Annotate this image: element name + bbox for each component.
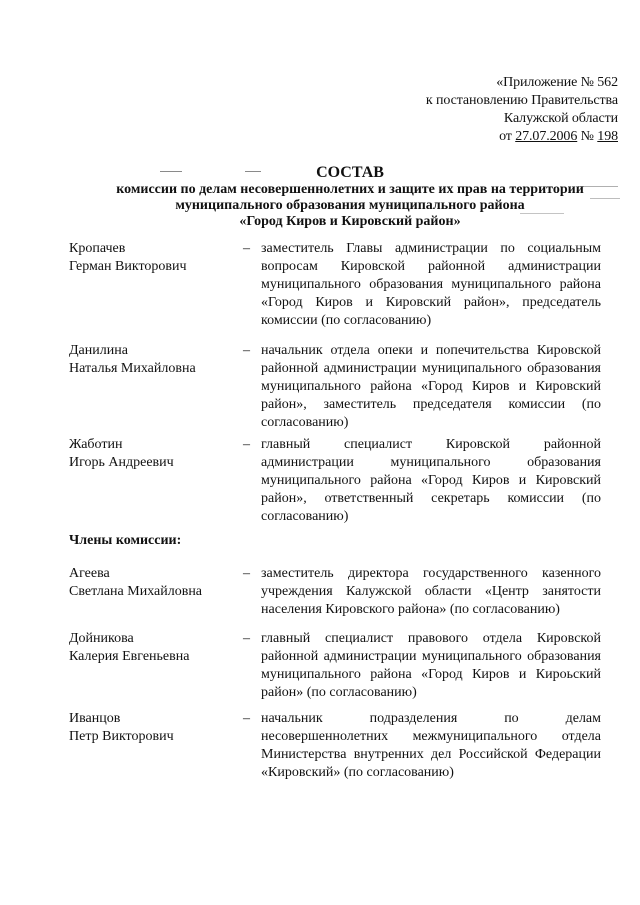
person-name [69, 630, 239, 666]
title-line-1: комиссии по делам несовершеннолетних и защите их прав на территории [116, 182, 584, 197]
person-role: начальник подразделения по делам несовершеннолетних межмуниципального отдела Министерства внутренних дел Российской Федерации «Кировский» (по согласованию) [261, 711, 601, 780]
person-name [69, 436, 239, 472]
person-role: главный специалист Кировской районной администрации муниципального образования муниципального района «Город Киров и Кировский район», ответственный секретарь комиссии (по согласованию) [261, 437, 601, 524]
person-name [69, 342, 239, 378]
person-role: заместитель Главы администрации по социальным вопросам Кировской районной администрации муниципального образования муниципального района «Город Киров и Кировский район», председатель комиссии (по согласованию) [261, 241, 601, 328]
person-surname: Кропачев [69, 241, 126, 256]
members-heading: Члены комиссии: [69, 533, 182, 548]
appendix-date-prefix: от [499, 129, 516, 144]
person-surname: Данилина [69, 343, 128, 358]
dash-separator: – [243, 711, 250, 726]
appendix-number: 198 [597, 129, 618, 144]
person-surname: Агеева [69, 566, 110, 581]
person-role: начальник отдела опеки и попечительства Кировской районной администрации муниципального образования муниципального района «Город Киров и Кировский район», заместитель председателя комиссии (по согласованию) [261, 343, 601, 430]
dash-separator: – [243, 631, 250, 646]
appendix-region: Калужской области [503, 111, 618, 126]
dash-separator: – [243, 437, 250, 452]
person-given-name: Калерия Евгеньевна [69, 649, 190, 664]
title-line-3: «Город Киров и Кировский район» [239, 214, 461, 229]
title-main: СОСТАВ [316, 164, 384, 181]
person-role: главный специалист правового отдела Кировской районной администрации муниципального образования муниципального района «Город Киров и Кироьский район» (по согласованию) [261, 631, 601, 700]
document-title [100, 165, 600, 230]
person-given-name: Светлана Михайловна [69, 584, 203, 599]
dash-separator: – [243, 343, 250, 358]
person-name [69, 710, 239, 746]
dash-separator: – [243, 566, 250, 581]
appendix-header [426, 74, 618, 146]
person-given-name: Игорь Андреевич [69, 455, 174, 470]
person-surname: Дойникова [69, 631, 134, 646]
person-given-name: Наталья Михайловна [69, 361, 196, 376]
appendix-date: 27.07.2006 [515, 129, 578, 144]
person-given-name: Петр Викторович [69, 729, 174, 744]
appendix-date-line [426, 128, 618, 146]
appendix-resolution: к постановлению Правительства [425, 93, 618, 108]
person-name [69, 565, 239, 601]
person-given-name: Герман Викторович [69, 259, 187, 274]
appendix-number-label: № [577, 129, 598, 144]
person-role: заместитель директора государственного казенного учреждения Калужской области «Центр занятости населения Кировского района» (по согласованию) [261, 566, 601, 617]
person-surname: Жаботин [69, 437, 123, 452]
person-surname: Иванцов [69, 711, 121, 726]
dash-separator: – [243, 241, 250, 256]
appendix-title: «Приложение № 562 [496, 75, 618, 90]
person-name [69, 240, 239, 276]
title-line-2: муниципального образования муниципального района [175, 198, 525, 213]
